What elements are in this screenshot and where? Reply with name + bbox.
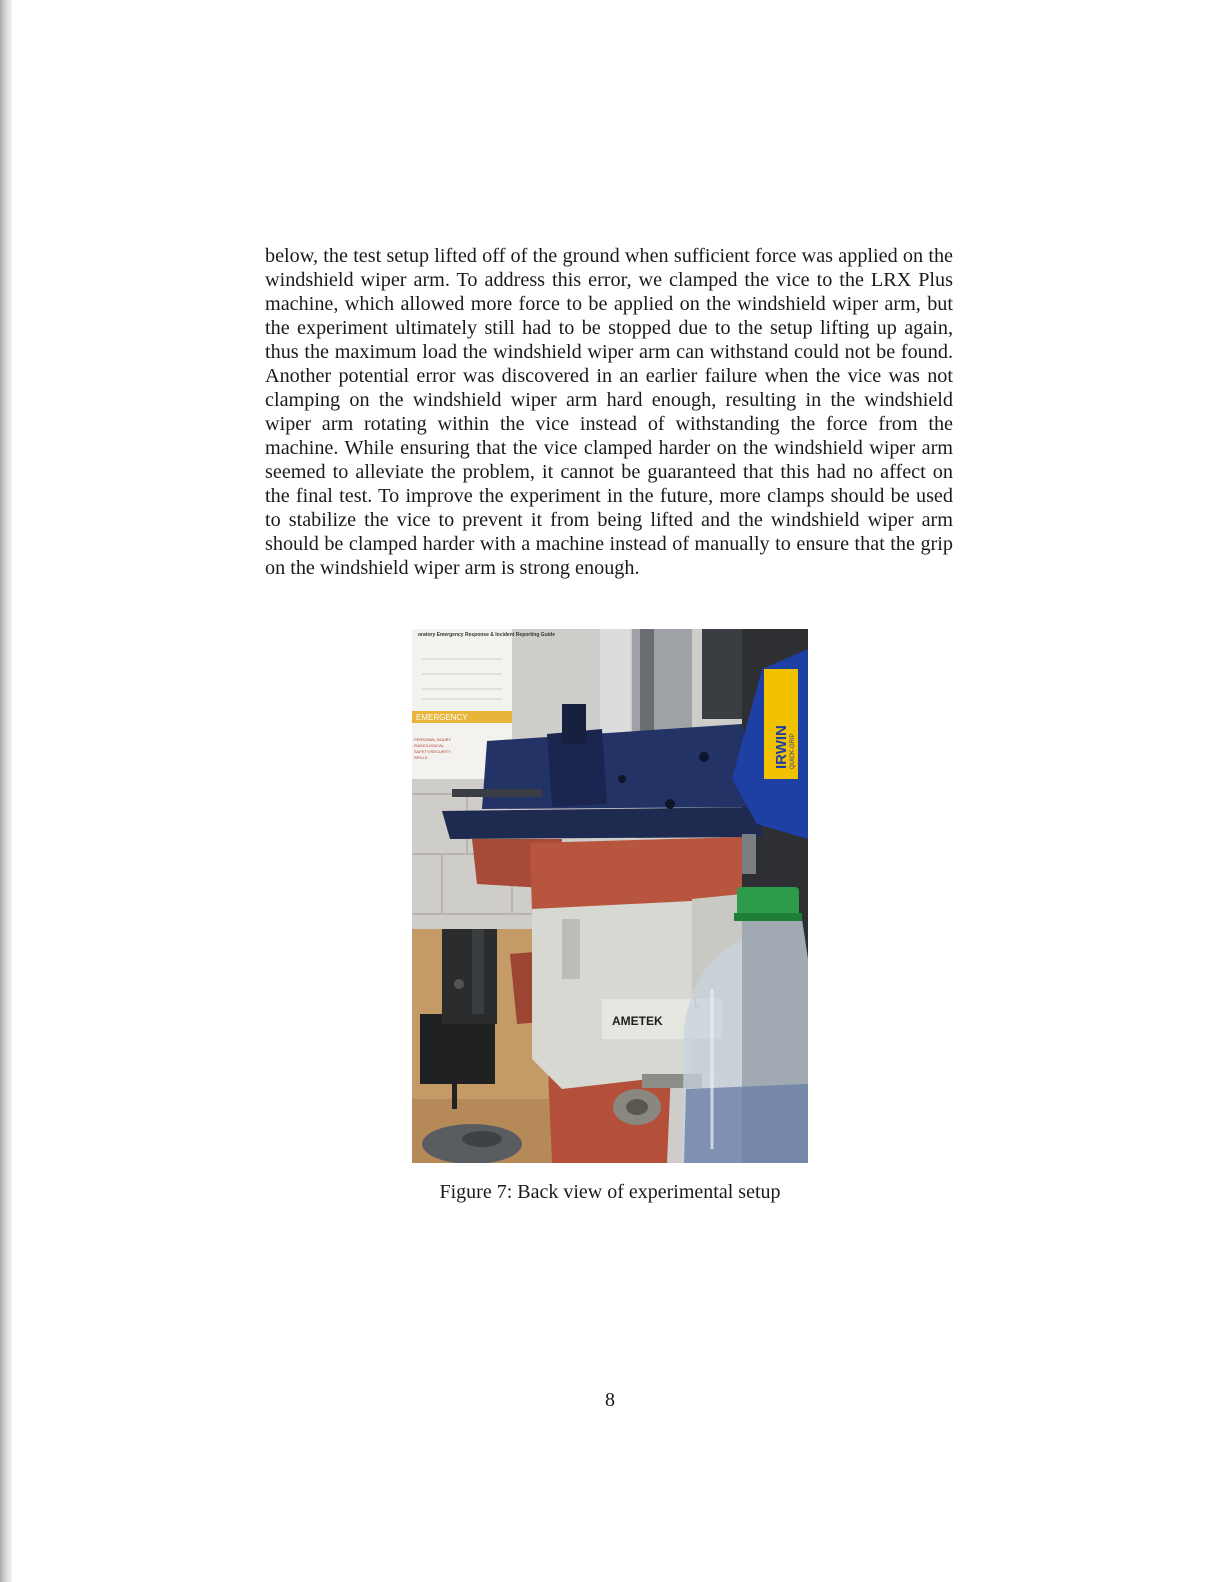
experimental-setup-photo	[412, 629, 808, 1163]
svg-text:SPILLS: SPILLS	[414, 755, 428, 760]
body-paragraph: below, the test setup lifted off of the ground when sufficient force was applied on the windshield wiper arm. To address this error, we clamped the vice to the LRX Plus machine, which allowed more force to be applied on the windshield wiper arm, but the experiment ultimately still had to be stopped due to the setup lifting up again, thus the maximum load the windshield wiper arm can withstand could not be found. Another potential error was discovered in an earlier failure when the vice was not clamping on the windshield wiper arm hard enough, resulting in the windshield wiper arm rotating within the vice instead of withstanding the force from the machine. While ensuring that the vice clamped harder on the windshield wiper arm seemed to alleviate the problem, it cannot be guaranteed that this had no affect on the final test. To improve the experiment in the future, more clamps should be used to stabilize the vice to prevent it from being lifted and the windshield wiper arm should be clamped harder with a machine instead of manually to ensure that the grip on the windshield wiper arm is strong enough.	[265, 245, 953, 579]
svg-text:PERSONAL INJURY: PERSONAL INJURY	[414, 737, 452, 742]
svg-text:AMETEK: AMETEK	[612, 1014, 663, 1028]
svg-text:IRWIN: IRWIN	[773, 725, 790, 769]
svg-text:SAFETY/SECURITY: SAFETY/SECURITY	[414, 749, 451, 754]
page-number: 8	[605, 1389, 615, 1411]
svg-text:RADIOLOGICAL: RADIOLOGICAL	[414, 743, 445, 748]
svg-text:QUICK-GRIP: QUICK-GRIP	[790, 733, 796, 769]
svg-text:oratory Emergency Response & I: oratory Emergency Response & Incident Reporting Guide	[418, 632, 555, 638]
window-edge-shadow	[0, 0, 12, 1582]
svg-text:EMERGENCY: EMERGENCY	[416, 713, 468, 722]
figure-caption: Figure 7: Back view of experimental setup	[439, 1181, 781, 1203]
